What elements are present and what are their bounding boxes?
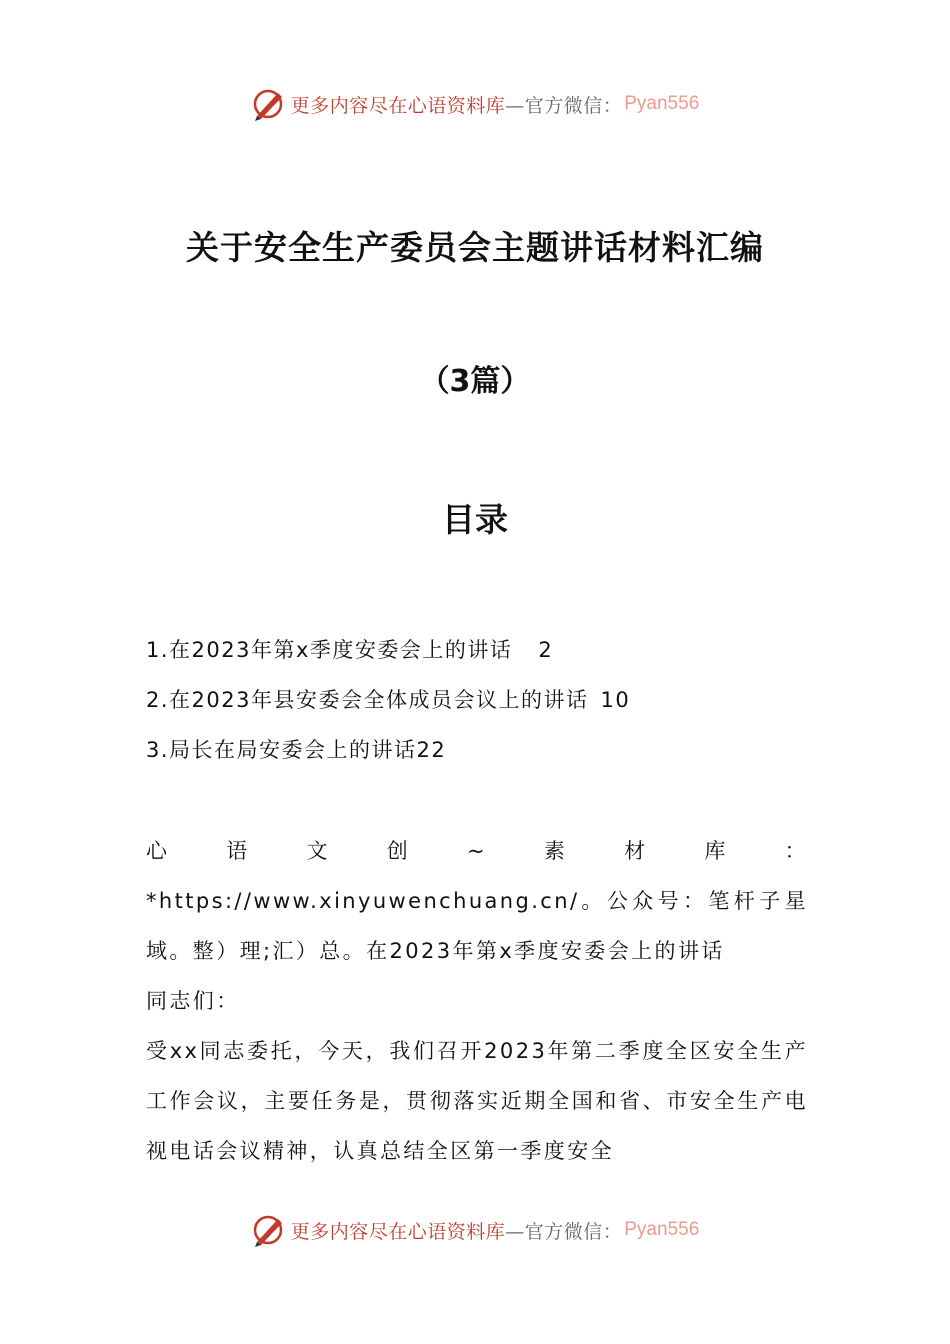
toc-item[interactable] — [146, 628, 806, 678]
toc-item[interactable] — [146, 728, 806, 778]
watermark-text: 更多内容尽在心语资料库 — [290, 94, 506, 117]
watermark-label: —官方微信： — [505, 94, 623, 117]
toc-item-page: 10 — [600, 688, 631, 712]
pen-logo-icon — [251, 86, 287, 122]
watermark-banner-top — [0, 84, 950, 124]
document-title: 关于安全生产委员会主题讲话材料汇编 — [186, 228, 764, 267]
toc-item[interactable] — [146, 678, 806, 728]
toc-item-page: 2 — [538, 638, 554, 662]
body-paragraph: 同志们： — [146, 989, 240, 1013]
table-of-contents — [146, 628, 806, 778]
body-paragraph: 受xx同志委托，今天，我们召开2023年第二季度全区安全生产工作会议，主要任务是，贯彻落实近期全国和省、市安全生产电视电话会议精神，认真总结全区第一季度安全 — [146, 1039, 808, 1163]
toc-item-label: 1.在2023年第x季度安委会上的讲话 — [146, 638, 513, 662]
toc-item-label: 3.局长在局安委会上的讲话 — [146, 738, 417, 762]
pen-logo-icon — [251, 1212, 287, 1248]
watermark-wechat-id: Pyan556 — [624, 1219, 700, 1240]
document-subtitle: （3篇） — [419, 364, 531, 399]
watermark-label: —官方微信： — [505, 1220, 623, 1243]
watermark-wechat-id: Pyan556 — [624, 93, 700, 114]
toc-item-page: 22 — [416, 738, 447, 762]
toc-item-label: 2.在2023年县安委会全体成员会议上的讲话 — [146, 688, 589, 712]
watermark-text: 更多内容尽在心语资料库 — [290, 1220, 506, 1243]
watermark-banner-bottom — [0, 1210, 950, 1250]
toc-heading: 目录 — [442, 500, 508, 539]
document-body — [146, 826, 808, 1176]
body-paragraph: 心语文创~素材库：*https://www.xinyuwenchuang.cn/。公众号：笔杆子星域。整）理;汇）总。在2023年第x季度安委会上的讲话 — [146, 839, 808, 963]
